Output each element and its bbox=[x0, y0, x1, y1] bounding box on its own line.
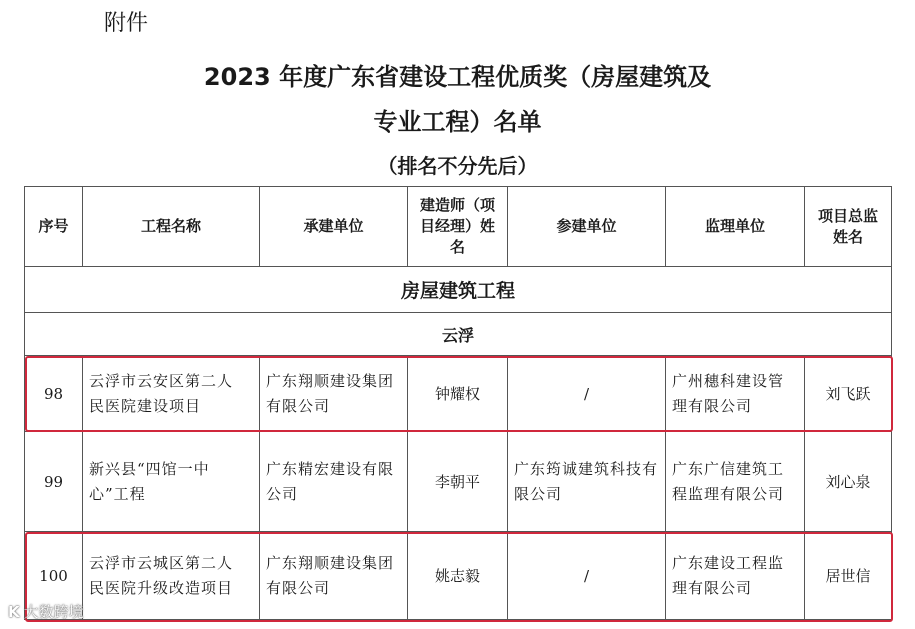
header-supervisor: 监理单位 bbox=[666, 187, 805, 267]
cell-project: 新兴县“四馆一中 心”工程 bbox=[83, 432, 260, 532]
city-title: 云浮 bbox=[25, 313, 892, 356]
cell-supervisor: 广州穗科建设管理有限公司 bbox=[666, 356, 805, 432]
attachment-label: 附件 bbox=[104, 11, 149, 36]
section-row bbox=[25, 267, 892, 313]
cell-seq: 98 bbox=[25, 356, 83, 432]
city-row bbox=[25, 313, 892, 356]
cell-chief: 居世信 bbox=[805, 532, 892, 620]
document-subtitle: （排名不分先后） bbox=[377, 154, 538, 178]
document-title-line-2: 专业工程）名单 bbox=[373, 108, 542, 136]
cell-partner: / bbox=[508, 532, 666, 620]
cell-builder: 李朝平 bbox=[408, 432, 508, 532]
table-row bbox=[25, 356, 892, 432]
header-seq: 序号 bbox=[25, 187, 83, 267]
header-partner: 参建单位 bbox=[508, 187, 666, 267]
table-header-row bbox=[25, 187, 892, 267]
table-row bbox=[25, 432, 892, 532]
cell-builder: 钟耀权 bbox=[408, 356, 508, 432]
cell-chief: 刘飞跃 bbox=[805, 356, 892, 432]
cell-supervisor: 广东建设工程监理有限公司 bbox=[666, 532, 805, 620]
cell-supervisor: 广东广信建筑工程监理有限公司 bbox=[666, 432, 805, 532]
award-list-table bbox=[24, 186, 892, 620]
cell-builder: 姚志毅 bbox=[408, 532, 508, 620]
document-title-line-1: 2023 年度广东省建设工程优质奖（房屋建筑及 bbox=[203, 63, 712, 91]
cell-contractor: 广东精宏建设有限公司 bbox=[260, 432, 408, 532]
cell-contractor: 广东翔顺建设集团有限公司 bbox=[260, 356, 408, 432]
section-title: 房屋建筑工程 bbox=[25, 267, 892, 313]
header-builder: 建造师（项目经理）姓名 bbox=[408, 187, 508, 267]
cell-seq: 100 bbox=[25, 532, 83, 620]
header-contractor: 承建单位 bbox=[260, 187, 408, 267]
watermark-logo-icon: K bbox=[8, 603, 20, 621]
table-row bbox=[25, 532, 892, 620]
cell-seq: 99 bbox=[25, 432, 83, 532]
header-chief: 项目总监姓名 bbox=[805, 187, 892, 267]
cell-partner: / bbox=[508, 356, 666, 432]
cell-contractor: 广东翔顺建设集团有限公司 bbox=[260, 532, 408, 620]
header-project: 工程名称 bbox=[83, 187, 260, 267]
cell-project: 云浮市云城区第二人 民医院升级改造项目 bbox=[83, 532, 260, 620]
watermark-text: 大数跨境 bbox=[23, 603, 84, 621]
cell-chief: 刘心泉 bbox=[805, 432, 892, 532]
cell-project: 云浮市云安区第二人 民医院建设项目 bbox=[83, 356, 260, 432]
watermark bbox=[8, 601, 84, 622]
cell-partner: 广东筠诚建筑科技有 限公司 bbox=[508, 432, 666, 532]
